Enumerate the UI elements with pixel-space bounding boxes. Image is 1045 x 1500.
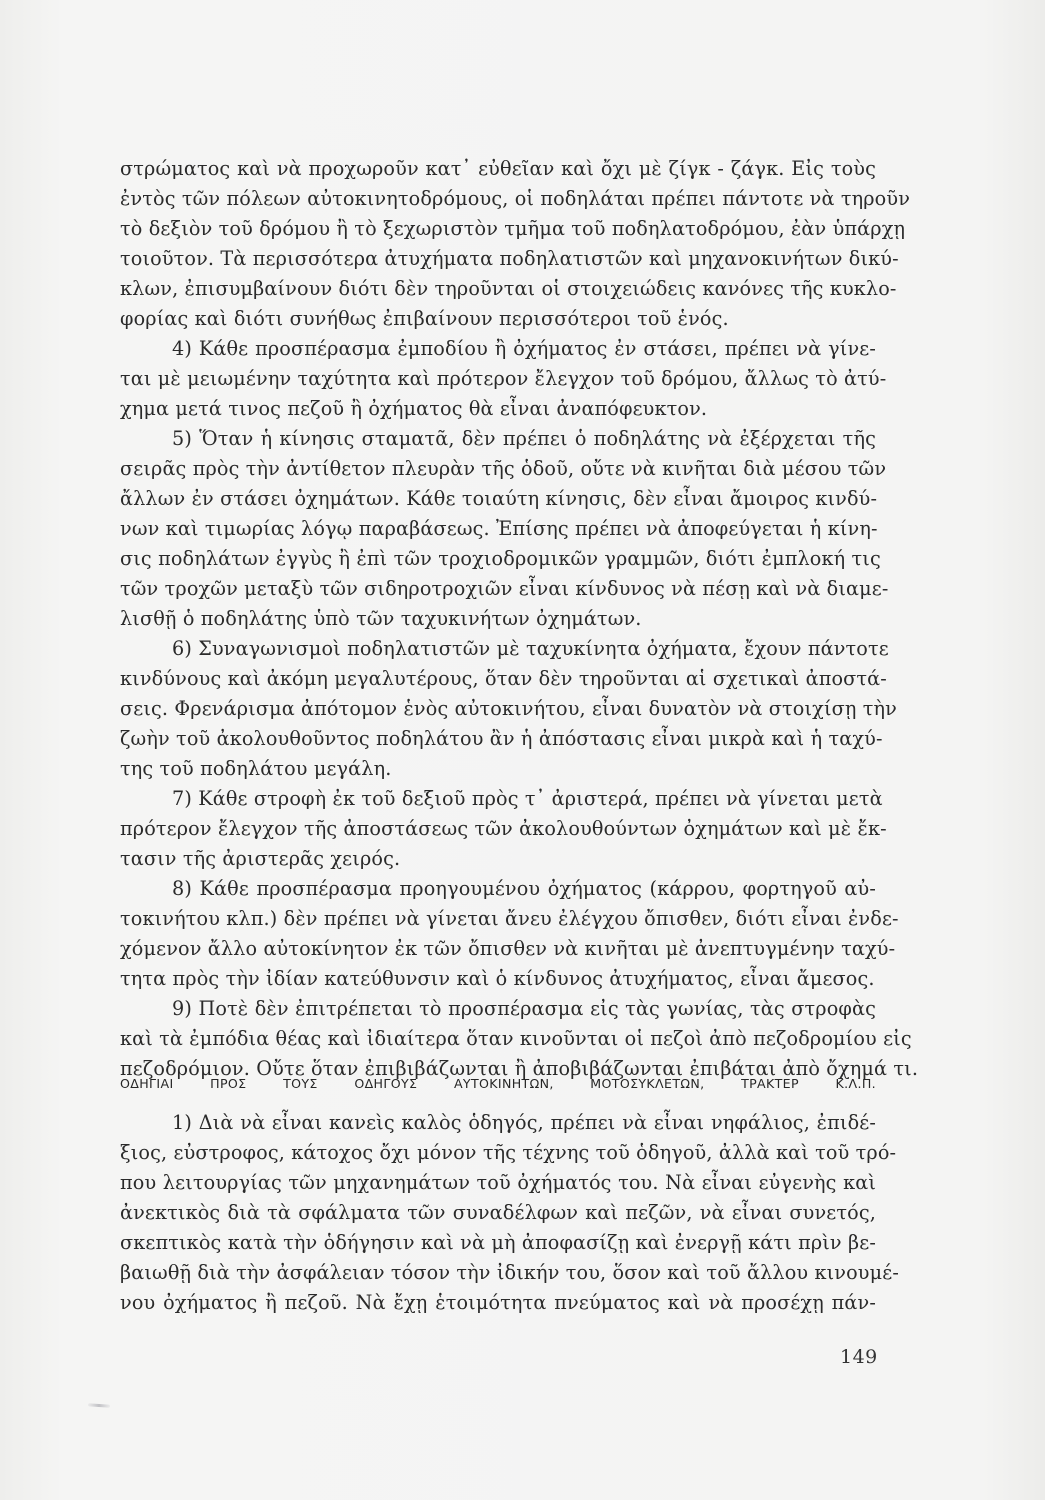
- text-line: σις ποδηλάτων ἐγγὺς ἢ ἐπὶ τῶν τροχιοδρομικῶν γραμμῶν, διότι ἐμπλοκή τις: [120, 547, 881, 570]
- text-line: σειρᾶς πρὸς τὴν ἀντίθετον πλευρὰν τῆς ὁδοῦ, οὔτε νὰ κινῆται διὰ μέσου τῶν: [120, 457, 887, 480]
- text-line: νου ὀχήματος ἢ πεζοῦ. Νὰ ἔχῃ ἑτοιμότητα πνεύματος καὶ νὰ προσέχῃ πάν-: [120, 1291, 876, 1314]
- section-heading: ΟΔΗΓΙΑΙ ΠΡΟΣ ΤΟΥΣ ΟΔΗΓΟΥΣ ΑΥΤΟΚΙΝΗΤΩΝ, ΜΟΤΟΣΥΚΛΕΤΩΝ, ΤΡΑΚΤΕΡ Κ.Λ.Π.: [120, 1076, 876, 1091]
- paragraph-5-line: 5) Ὅταν ἡ κίνησις σταματᾶ, δὲν πρέπει ὁ ποδηλάτης νὰ ἐξέρχεται τῆς: [172, 427, 876, 450]
- text-line: νων καὶ τιμωρίας λόγῳ παραβάσεως. Ἐπίσης πρέπει νὰ ἀποφεύγεται ἡ κίνη-: [120, 517, 878, 540]
- text-line: σεις. Φρενάρισμα ἀπότομον ἑνὸς αὐτοκινήτου, εἶναι δυνατὸν νὰ στοιχίσῃ τὴν: [120, 697, 897, 720]
- text-line: τασιν τῆς ἀριστερᾶς χειρός.: [120, 847, 401, 870]
- text-line: πρότερον ἔλεγχον τῆς ἀποστάσεως τῶν ἀκολουθούντων ὀχημάτων καὶ μὲ ἔκ-: [120, 817, 887, 840]
- text-line: πεζοδρόμιον. Οὔτε ὅταν ἐπιβιβάζωνται ἢ ἀποβιβάζωνται ἐπιβάται ἀπὸ ὄχημά τι.: [120, 1057, 919, 1080]
- text-line: ἐντὸς τῶν πόλεων αὐτοκινητοδρόμους, οἱ ποδηλάται πρέπει πάντοτε νὰ τηροῦν: [120, 187, 911, 210]
- page-number: 149: [840, 1346, 878, 1368]
- text-line: στρώματος καὶ νὰ προχωροῦν κατ᾽ εὐθεῖαν καὶ ὄχι μὲ ζίγκ - ζάγκ. Εἰς τοὺς: [120, 157, 876, 180]
- text-line: χημα μετά τινος πεζοῦ ἢ ὀχήματος θὰ εἶναι ἀναπόφευκτον.: [120, 397, 708, 420]
- text-line: τητα πρὸς τὴν ἰδίαν κατεύθυνσιν καὶ ὁ κίνδυνος ἀτυχήματος, εἶναι ἄμεσος.: [120, 967, 875, 990]
- text-line: ξιος, εὐστροφος, κάτοχος ὄχι μόνον τῆς τέχνης τοῦ ὁδηγοῦ, ἀλλὰ καὶ τοῦ τρό-: [120, 1141, 897, 1164]
- text-line: χόμενον ἄλλο αὐτοκίνητον ἐκ τῶν ὄπισθεν νὰ κινῆται μὲ ἀνεπτυγμένην ταχύ-: [120, 937, 896, 960]
- text-line: σκεπτικὸς κατὰ τὴν ὁδήγησιν καὶ νὰ μὴ ἀποφασίζῃ καὶ ἐνεργῇ κάτι πρὶν βε-: [120, 1231, 876, 1254]
- paragraph-1-line: 1) Διὰ νὰ εἶναι κανεὶς καλὸς ὁδηγός, πρέπει νὰ εἶναι νηφάλιος, ἐπιδέ-: [172, 1111, 876, 1134]
- text-line: ζωὴν τοῦ ἀκολουθοῦντος ποδηλάτου ἂν ἡ ἀπόστασις εἶναι μικρὰ καὶ ἡ ταχύ-: [120, 727, 883, 750]
- paragraph-9-line: 9) Ποτὲ δὲν ἐπιτρέπεται τὸ προσπέρασμα εἰς τὰς γωνίας, τὰς στροφὰς: [172, 997, 876, 1020]
- paragraph-6-line: 6) Συναγωνισμοὶ ποδηλατιστῶν μὲ ταχυκίνητα ὀχήματα, ἔχουν πάντοτε: [172, 637, 889, 660]
- text-line: ται μὲ μειωμένην ταχύτητα καὶ πρότερον ἔλεγχον τοῦ δρόμου, ἄλλως τὸ ἀτύ-: [120, 367, 887, 390]
- paragraph-4-line: 4) Κάθε προσπέρασμα ἐμποδίου ἢ ὀχήματος ἐν στάσει, πρέπει νὰ γίνε-: [172, 337, 876, 360]
- scan-mark: [88, 1403, 110, 1408]
- text-line: της τοῦ ποδηλάτου μεγάλη.: [120, 757, 392, 780]
- text-line: τὸ δεξιὸν τοῦ δρόμου ἢ τὸ ξεχωριστὸν τμῆμα τοῦ ποδηλατοδρόμου, ἐὰν ὑπάρχῃ: [120, 217, 906, 240]
- text-line: φορίας καὶ διότι συνήθως ἐπιβαίνουν περισσότεροι τοῦ ἑνός.: [120, 307, 729, 330]
- text-line: κλων, ἐπισυμβαίνουν διότι δὲν τηροῦνται οἱ στοιχειώδεις κανόνες τῆς κυκλο-: [120, 277, 897, 300]
- text-line: τῶν τροχῶν μεταξὺ τῶν σιδηροτροχιῶν εἶναι κίνδυνος νὰ πέσῃ καὶ νὰ διαμε-: [120, 577, 889, 600]
- text-line: που λειτουργίας τῶν μηχανημάτων τοῦ ὀχήματός του. Νὰ εἶναι εὐγενὴς καὶ: [120, 1171, 876, 1194]
- text-line: τοκινήτου κλπ.) δὲν πρέπει νὰ γίνεται ἄνευ ἐλέγχου ὄπισθεν, διότι εἶναι ἐνδε-: [120, 907, 899, 930]
- text-line: τοιοῦτον. Τὰ περισσότερα ἀτυχήματα ποδηλατιστῶν καὶ μηχανοκινήτων δικύ-: [120, 247, 899, 270]
- text-line: ἀνεκτικὸς διὰ τὰ σφάλματα τῶν συναδέλφων καὶ πεζῶν, νὰ εἶναι συνετός,: [120, 1201, 876, 1224]
- text-line: ἄλλων ἐν στάσει ὀχημάτων. Κάθε τοιαύτη κίνησις, δὲν εἶναι ἄμοιρος κινδύ-: [120, 487, 878, 510]
- text-line: βαιωθῇ διὰ τὴν ἀσφάλειαν τόσον τὴν ἰδικήν του, ὅσον καὶ τοῦ ἄλλου κινουμέ-: [120, 1261, 899, 1284]
- paragraph-7-line: 7) Κάθε στροφὴ ἐκ τοῦ δεξιοῦ πρὸς τ᾽ ἀριστερά, πρέπει νὰ γίνεται μετὰ: [172, 787, 883, 810]
- text-line: κινδύνους καὶ ἀκόμη μεγαλυτέρους, ὅταν δὲν τηροῦνται αἱ σχετικαὶ ἀποστά-: [120, 667, 887, 690]
- paragraph-8-line: 8) Κάθε προσπέρασμα προηγουμένου ὀχήματος (κάρρου, φορτηγοῦ αὐ-: [172, 877, 876, 900]
- text-line: λισθῇ ὁ ποδηλάτης ὑπὸ τῶν ταχυκινήτων ὀχημάτων.: [120, 607, 642, 630]
- text-line: καὶ τὰ ἐμπόδια θέας καὶ ἰδιαίτερα ὅταν κινοῦνται οἱ πεζοὶ ἀπὸ πεζοδρομίου εἰς: [120, 1027, 912, 1050]
